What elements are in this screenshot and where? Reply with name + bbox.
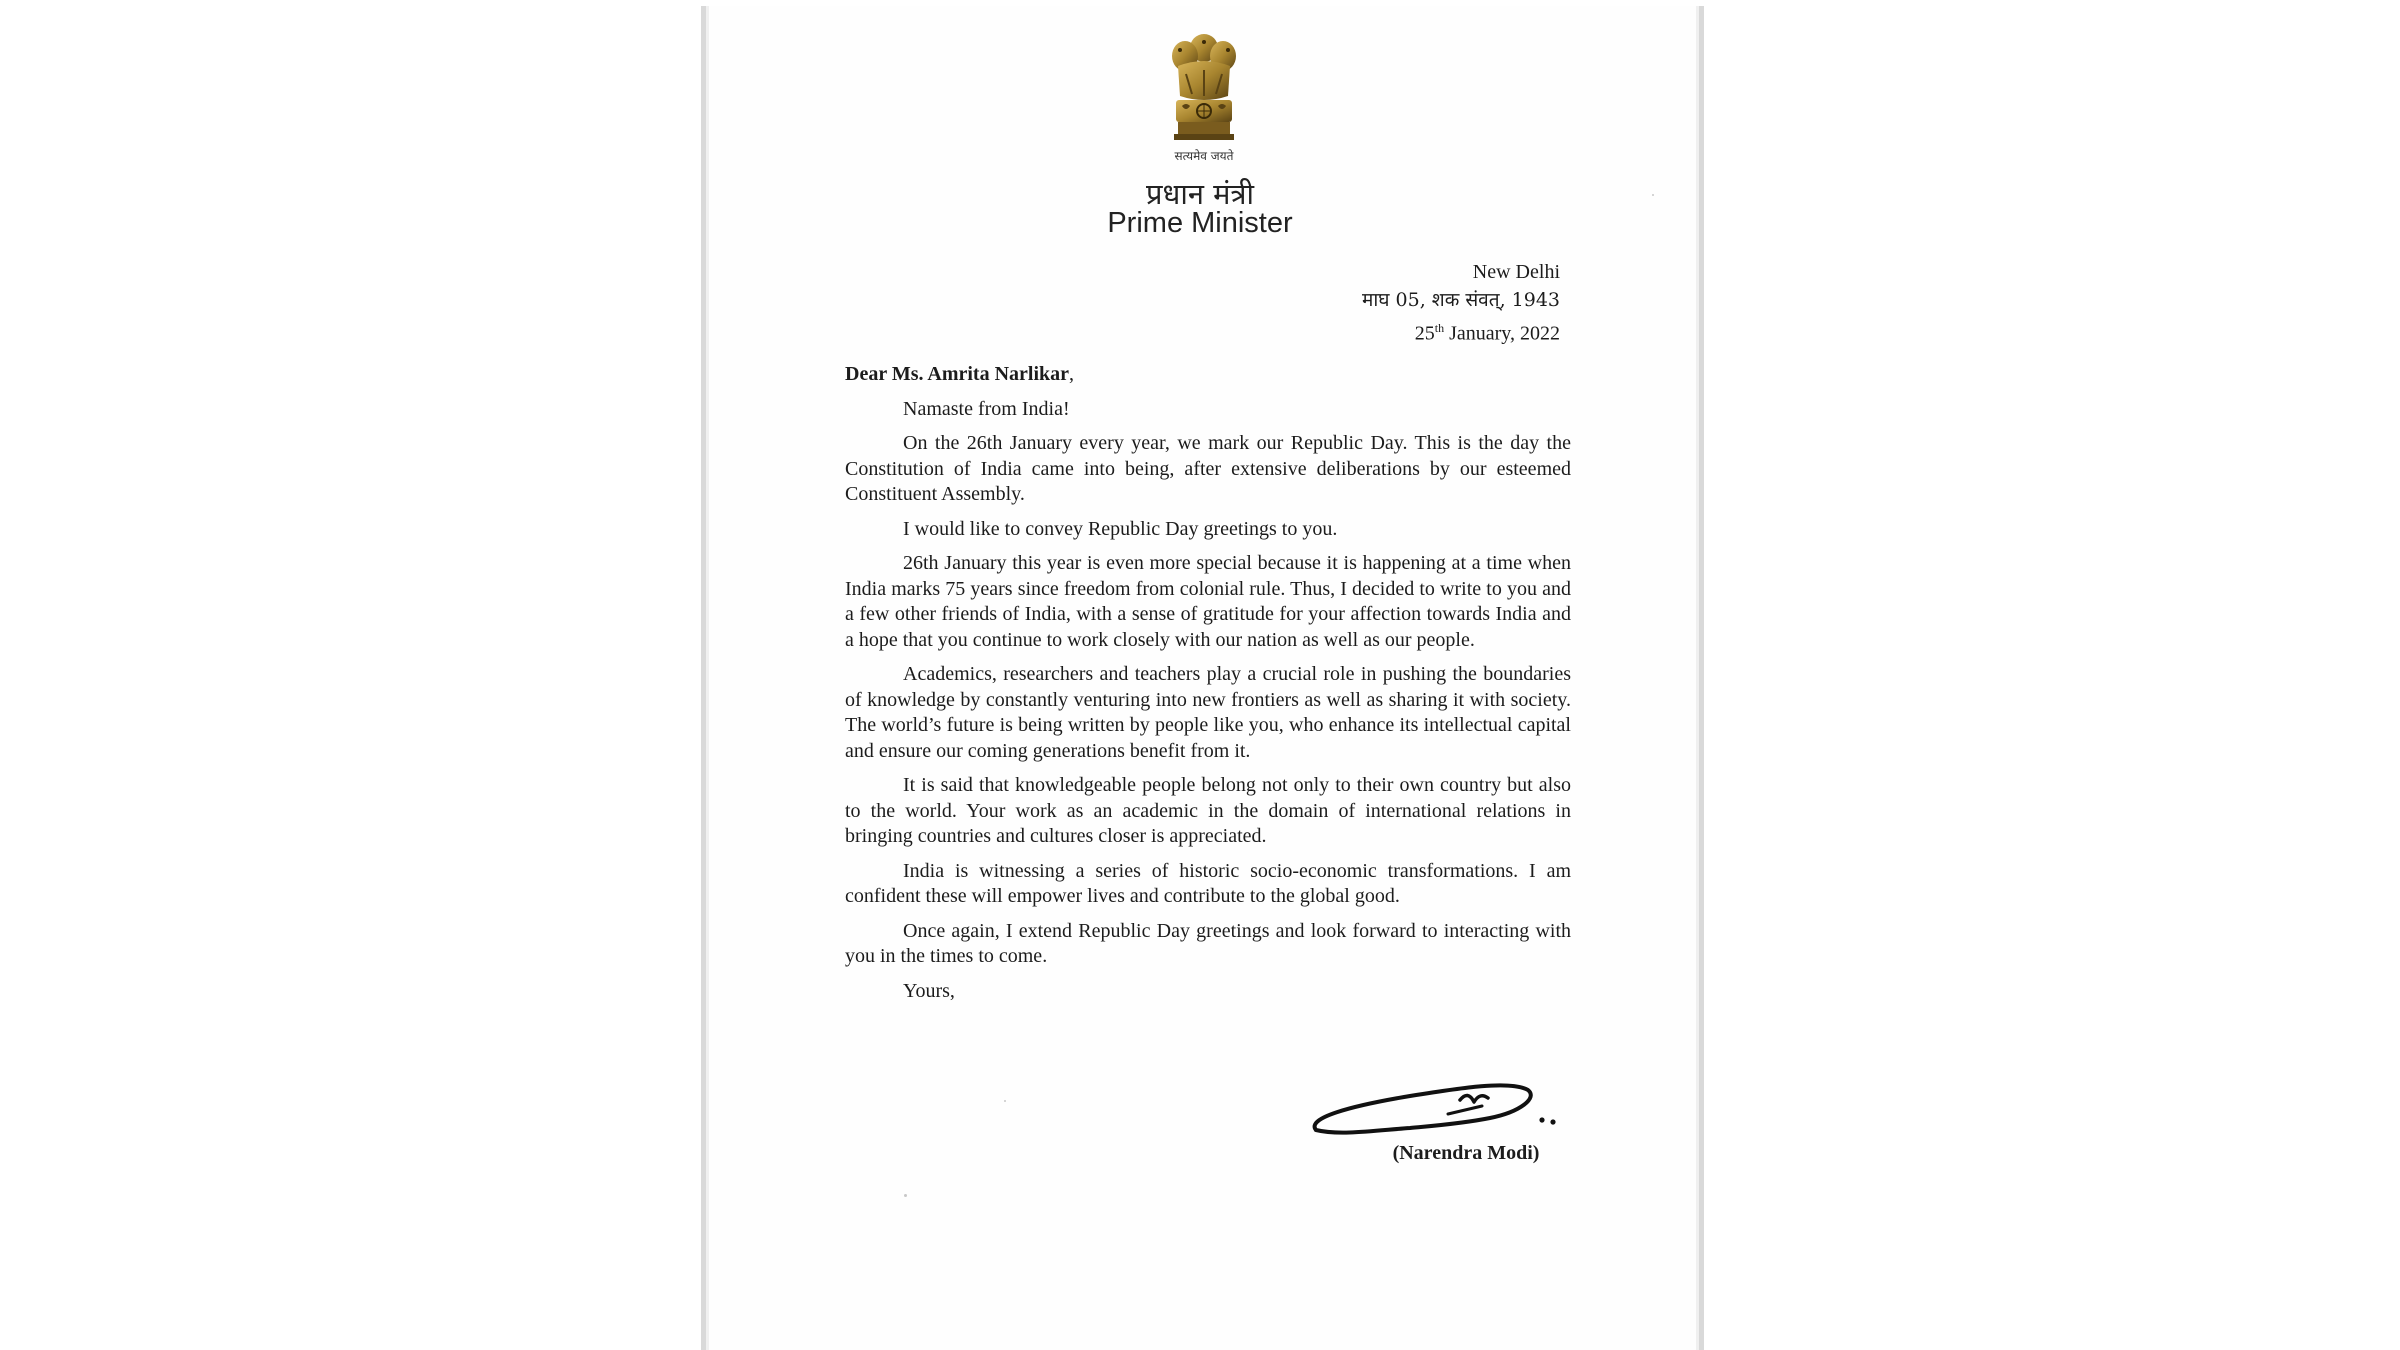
paragraph-closing-greetings: Once again, I extend Republic Day greetings and look forward to interacting with you in the times to come. (845, 919, 1571, 967)
date-month-year: January, 2022 (1444, 322, 1560, 345)
office-title-english: Prime Minister (1107, 207, 1293, 239)
emblem-motto: सत्यमेव जयते (1174, 149, 1234, 163)
paper-speck (1652, 194, 1654, 196)
paragraph-academics: Academics, researchers and teachers play a crucial role in pushing the boundaries of knowledge by constantly venturing into new frontiers as well as sharing it with society. The world’s future is being written by people like you, who enhance its intellectual capital and ensure our coming generations benefit from it. (845, 663, 1571, 762)
city: New Delhi (1472, 261, 1560, 283)
paragraph-greeting: Namaste from India! (903, 397, 1070, 420)
closing: Yours, (903, 979, 955, 1002)
salutation-name: Dear Ms. Amrita Narlikar (845, 363, 1070, 385)
paragraph-transformations: India is witnessing a series of historic socio-economic transformations. I am confident these will empower lives and contribute to the global good. (845, 859, 1571, 907)
paragraph-75-years: 26th January this year is even more special because it is happening at a time when India marks 75 years since freedom from colonial rule. Thus, I decided to write to you and a few other friends of India, with a sense of gratitude for your affection towards India and a hope that you continue to work closely with our nation as well as our people. (845, 552, 1571, 651)
paragraph-republic-day: On the 26th January every year, we mark our Republic Day. This is the day the Constitution of India came into being, after extensive deliberations by our esteemed Constituent Assembly. (845, 432, 1571, 505)
signer-name: (Narendra Modi) (1392, 1142, 1540, 1164)
paper-speck (904, 1194, 907, 1197)
letter-body (845, 362, 1571, 1004)
gregorian-date (1362, 314, 1560, 348)
handwritten-signature (1310, 1072, 1570, 1140)
office-title-hindi: प्रधान मंत्री (1145, 177, 1255, 211)
place-and-date (1362, 258, 1560, 348)
salutation-punctuation: , (1069, 363, 1075, 385)
date-day: 25 (1414, 322, 1435, 345)
salutation (845, 362, 1571, 388)
date-suffix: th (1434, 321, 1445, 335)
paragraph-convey-greetings: I would like to convey Republic Day greetings to you. (903, 517, 1338, 540)
paper-speck (1004, 1100, 1006, 1102)
saka-date: माघ 05, शक संवत्, 1943 (1361, 289, 1560, 311)
paragraph-knowledgeable-people: It is said that knowledgeable people belong not only to their own country but also to the world. Your work as an academic in the domain of international relations in bringing countries and cultures closer is appreciated. (845, 774, 1571, 847)
